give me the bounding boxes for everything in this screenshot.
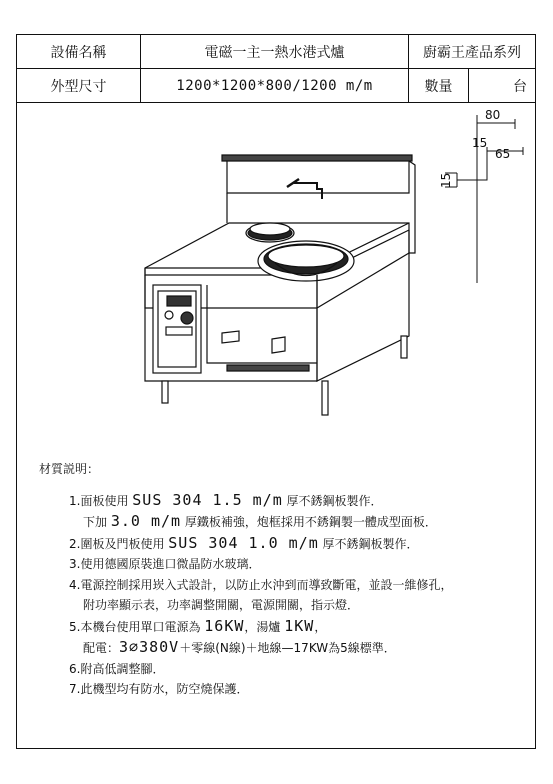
equipment-name: 電磁一主一熱水港式爐 (141, 35, 409, 68)
equipment-name-label: 設備名稱 (17, 35, 141, 68)
note-1-prefix: 1.面板使用 (69, 493, 133, 508)
note-1-cont-suffix: 厚鐵板補強，炮框採用不銹鋼製一體成型面板． (181, 515, 437, 529)
note-2 (39, 533, 529, 555)
note-2-prefix: 2.圍板及門板使用 (69, 536, 169, 551)
note-5-cont-spec: 3∅380V (119, 638, 180, 656)
note-5-power-main: 16KW (204, 616, 245, 635)
dimensions-label: 外型尺寸 (17, 69, 141, 102)
note-1 (39, 490, 529, 512)
note-1-suffix: 厚不銹鋼板製作． (282, 493, 383, 508)
note-5-cont-prefix: 配電： (83, 641, 120, 655)
note-1-spec: SUS 304 1.5 m/m (132, 490, 283, 509)
notes-title: 材質説明： (39, 462, 100, 476)
note-5-power-soup: 1KW (284, 616, 315, 635)
note-1-cont-prefix: 下加 (83, 515, 111, 529)
material-notes (39, 459, 529, 700)
note-5-mid: ，湯爐 (244, 619, 285, 634)
note-2-suffix: 厚不銹鋼板製作． (318, 536, 419, 551)
note-1-cont (39, 511, 529, 533)
note-4-cont: 附功率顯示表，功率調整開關，電源開關，指示燈． (83, 598, 360, 612)
note-1-cont-spec: 3.0 m/m (110, 512, 182, 530)
quantity-label: 數量 (409, 69, 469, 102)
note-5-cont (39, 637, 529, 659)
quantity-unit: 台 (513, 78, 527, 95)
note-5-prefix: 5.本機台使用單口電源為 (69, 619, 205, 634)
note-2-spec: SUS 304 1.0 m/m (168, 533, 319, 552)
note-3: 3.使用德國原裝進口微晶防水玻璃． (69, 557, 261, 571)
stove-drawing (17, 103, 534, 433)
dim-15-side: 15 (439, 172, 453, 188)
product-series: 廚霸王產品系列 (423, 44, 521, 61)
spec-sheet (16, 34, 536, 749)
dim-15-top: 15 (472, 136, 488, 150)
dimensions-value: 1200*1200*800/1200 m/m (141, 69, 409, 102)
header-row-1 (17, 35, 535, 69)
dim-65: 65 (495, 147, 511, 161)
note-5 (39, 616, 529, 638)
note-5-cont-suffix: ＋零線(N線)＋地線—17KW為5線標準． (179, 641, 396, 655)
note-5-suffix: ， (314, 619, 327, 634)
note-7: 7.此機型均有防水，防空燒保護． (69, 682, 249, 696)
dim-80: 80 (485, 108, 501, 122)
note-4: 4.電源控制採用崁入式設計，以防止水沖到而導致斷電，並設一維修孔， (69, 577, 453, 592)
note-6: 6.附高低調整腳． (69, 661, 165, 676)
header-row-2 (17, 69, 535, 103)
